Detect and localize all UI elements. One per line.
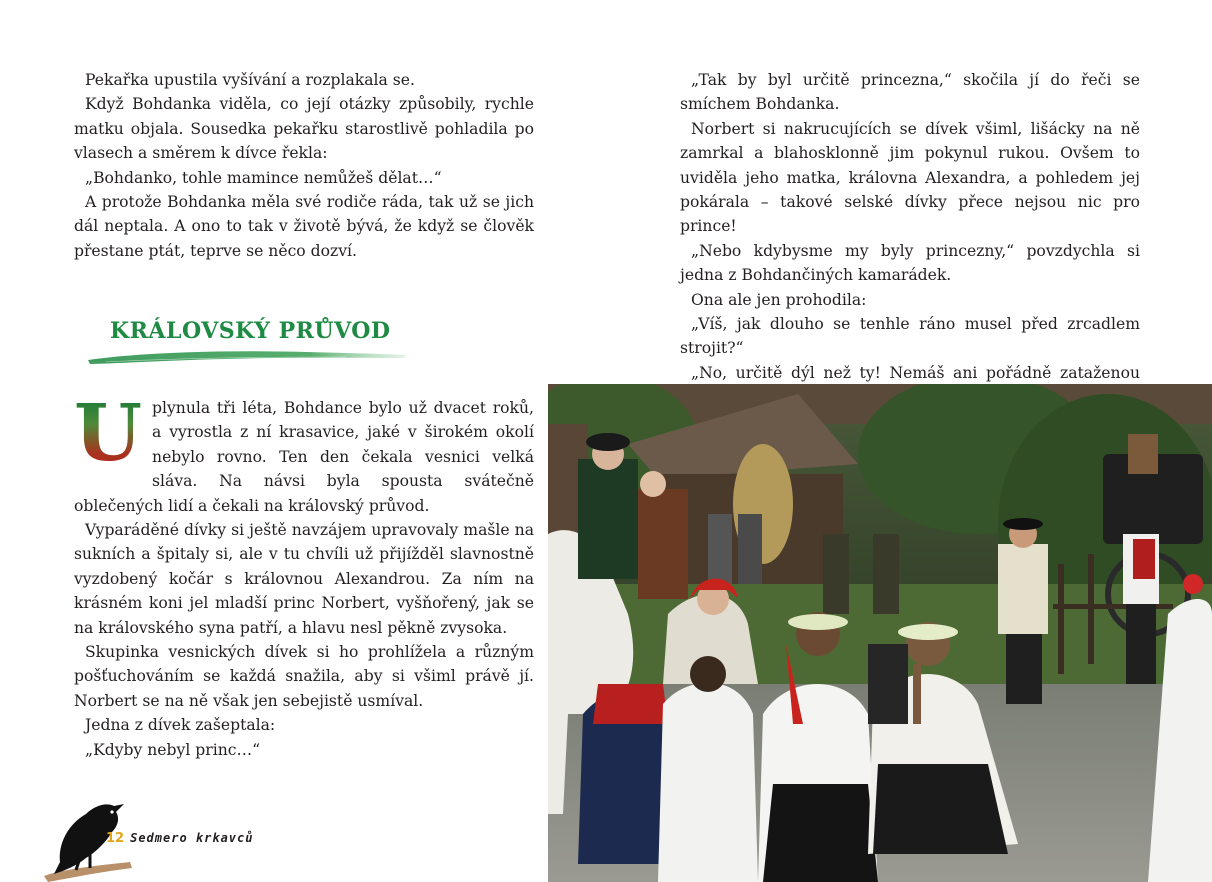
paragraph: „Kdyby nebyl princ…“ bbox=[85, 740, 261, 759]
drop-cap: U bbox=[74, 388, 143, 479]
paragraph: Když Bohdanka viděla, co její otázky způsobily, rychle matku objala. Sousedka pekařku starostlivě pohladila po vlasech a směrem k dívce řekla: bbox=[74, 95, 534, 163]
heading-underline bbox=[86, 346, 408, 366]
paragraph-with-dropcap bbox=[74, 388, 534, 518]
left-column-top bbox=[74, 68, 534, 263]
paragraph: Norbert si nakrucujících se dívek všiml, lišácky na ně zamrkal a blahosklonně jim pokynul rukou. Ovšem to uviděla jeho matka, královna Alexandra, a pohledem jej pokárala – takové selské dívky přece nejsou nic pro prince! bbox=[680, 119, 1140, 236]
paragraph: Ona ale jen prohodila: bbox=[691, 290, 867, 309]
book-title: Sedmero krkavců bbox=[130, 831, 254, 845]
paragraph: Pekařka upustila vyšívání a rozplakala se. bbox=[85, 71, 415, 89]
page-footer bbox=[106, 831, 253, 846]
paragraph: A protože Bohdanka měla své rodiče ráda, tak už se jich dál neptala. A ono to tak v životě bývá, že když se člověk přestane ptát, teprve se něco dozví. bbox=[74, 193, 534, 260]
paragraph-text: plynula tři léta, Bohdance bylo už dvacet roků, a vyrostla z ní krasavice, jaké v širokém okolí nebylo rovno. Ten den čekala vesnici velká sláva. Na návsi byla spousta svátečně oblečených lidí a čekali na královský průvod. bbox=[74, 399, 534, 515]
right-column-top bbox=[680, 68, 1140, 410]
paragraph: „Tak by byl určitě princezna,“ skočila jí do řeči se smíchem Bohdanka. bbox=[680, 71, 1140, 114]
paragraph: „Víš, jak dlouho se tenhle ráno musel před zrcadlem strojit?“ bbox=[680, 315, 1140, 358]
paragraph: „No, určitě dýl než ty! Nemáš ani pořádně zataženou bbox=[691, 363, 1140, 382]
paragraph: Skupinka vesnických dívek si ho prohlížela a různým pošťuchováním se každá snažila, aby si všiml právě jí. Norbert se na ně však jen sebejistě usmíval. bbox=[74, 643, 534, 710]
paragraph: „Bohdanko, tohle mamince nemůžeš dělat…“ bbox=[85, 168, 442, 187]
left-column-bottom bbox=[74, 388, 534, 762]
section-heading: KRÁLOVSKÝ PRŮVOD bbox=[110, 318, 391, 344]
paragraph: Jedna z dívek zašeptala: bbox=[85, 716, 276, 735]
paragraph: Vyparáděné dívky si ještě navzájem upravovaly mašle na sukních a špitaly si, ale v tu chvíli už přijížděl slavnostně vyzdobený kočár s královnou Alexandrou. Za ním na krásném koni jel mladší princ Norbert, vyšňořený, jak se na královského syna patří, a hlavu nesl pěkně zvysoka. bbox=[74, 521, 534, 637]
page-number: 12 bbox=[106, 831, 125, 846]
paragraph: „Nebo kdybysme my byly princezny,“ povzdychla si jedna z Bohdančiných kamarádek. bbox=[680, 241, 1140, 285]
village-procession-photo bbox=[548, 384, 1212, 882]
